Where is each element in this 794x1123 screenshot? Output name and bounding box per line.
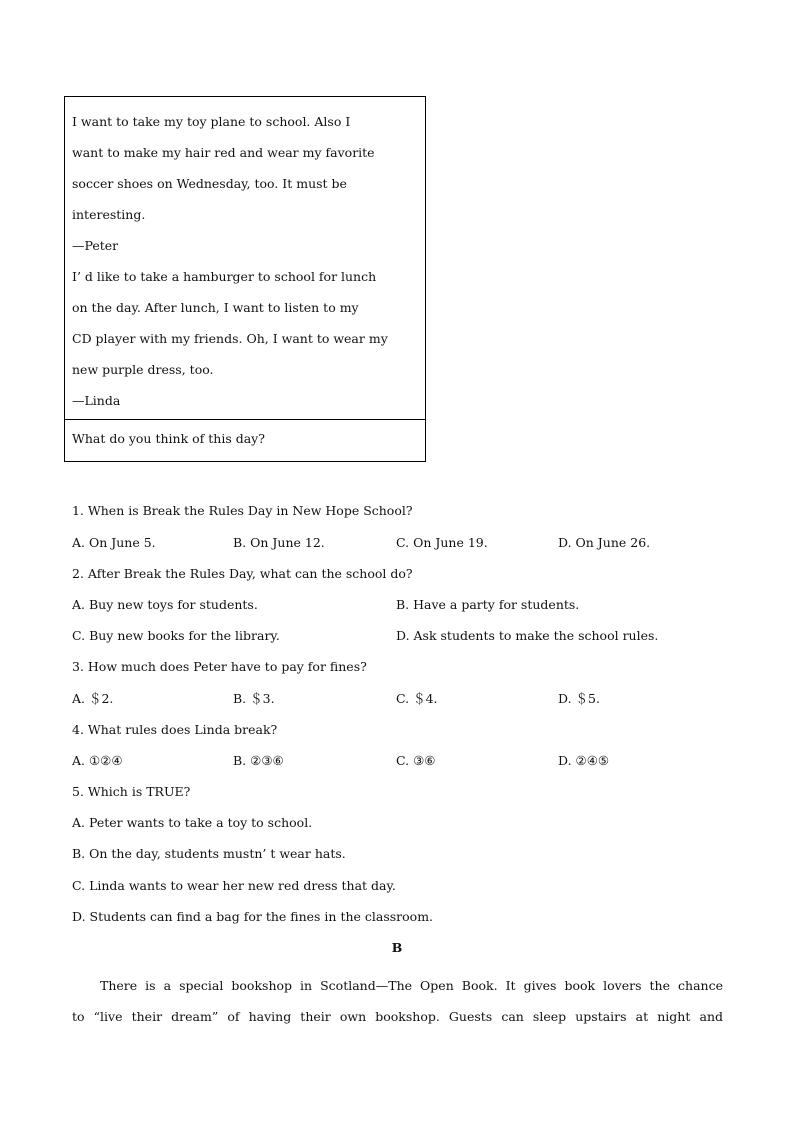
question-3-option-b[interactable]: B. ＄3. — [233, 691, 275, 706]
peter-letter-line: soccer shoes on Wednesday, too. It must be — [72, 176, 347, 191]
question-4-stem: 4. What rules does Linda break? — [72, 722, 278, 737]
question-1-stem: 1. When is Break the Rules Day in New Hope School? — [72, 503, 413, 518]
question-5-option-a[interactable]: A. Peter wants to take a toy to school. — [72, 815, 313, 830]
linda-signature: —Linda — [72, 393, 121, 408]
question-2-option-b[interactable]: B. Have a party for students. — [396, 597, 580, 612]
question-3-option-c[interactable]: C. ＄4. — [396, 691, 438, 706]
question-5-option-d[interactable]: D. Students can find a bag for the fines in the classroom. — [72, 909, 434, 924]
peter-letter-line: interesting. — [72, 207, 146, 222]
paragraph-line: to “live their dream” of having their own bookshop. Guests can sleep upstairs at night and — [72, 1009, 723, 1024]
question-4-option-d[interactable]: D. ②④⑤ — [558, 753, 610, 768]
question-2-option-c[interactable]: C. Buy new books for the library. — [72, 628, 280, 643]
passage-box — [64, 96, 426, 462]
box-question: What do you think of this day? — [72, 431, 265, 446]
peter-signature: —Peter — [72, 238, 119, 253]
peter-letter-line: I want to take my toy plane to school. Also I — [72, 114, 351, 129]
peter-letter-line: want to make my hair red and wear my favorite — [72, 145, 375, 160]
question-4-option-a[interactable]: A. ①②④ — [72, 753, 123, 768]
linda-letter-line: I’ d like to take a hamburger to school for lunch — [72, 269, 377, 284]
linda-letter-line: new purple dress, too. — [72, 362, 214, 377]
question-3-stem: 3. How much does Peter have to pay for fines? — [72, 659, 367, 674]
section-b-heading: B — [391, 940, 403, 955]
paragraph-line: There is a special bookshop in Scotland—The Open Book. It gives book lovers the chance — [100, 978, 723, 993]
question-2-stem: 2. After Break the Rules Day, what can the school do? — [72, 566, 413, 581]
question-1-option-a[interactable]: A. On June 5. — [72, 535, 156, 550]
question-5-option-c[interactable]: C. Linda wants to wear her new red dress that day. — [72, 878, 396, 893]
question-1-option-d[interactable]: D. On June 26. — [558, 535, 651, 550]
question-1-option-b[interactable]: B. On June 12. — [233, 535, 325, 550]
linda-letter-line: on the day. After lunch, I want to listen to my — [72, 300, 359, 315]
question-4-option-b[interactable]: B. ②③⑥ — [233, 753, 284, 768]
question-2-option-a[interactable]: A. Buy new toys for students. — [72, 597, 258, 612]
box-divider — [65, 419, 425, 420]
question-2-option-d[interactable]: D. Ask students to make the school rules. — [396, 628, 659, 643]
question-4-option-c[interactable]: C. ③⑥ — [396, 753, 436, 768]
question-1-option-c[interactable]: C. On June 19. — [396, 535, 488, 550]
question-3-option-d[interactable]: D. ＄5. — [558, 691, 600, 706]
question-5-stem: 5. Which is TRUE? — [72, 784, 191, 799]
linda-letter-line: CD player with my friends. Oh, I want to wear my — [72, 331, 388, 346]
letters — [72, 106, 419, 416]
question-5-option-b[interactable]: B. On the day, students mustn’ t wear hats. — [72, 846, 346, 861]
question-3-option-a[interactable]: A. ＄2. — [72, 691, 114, 706]
section-b-paragraph — [72, 970, 723, 1032]
